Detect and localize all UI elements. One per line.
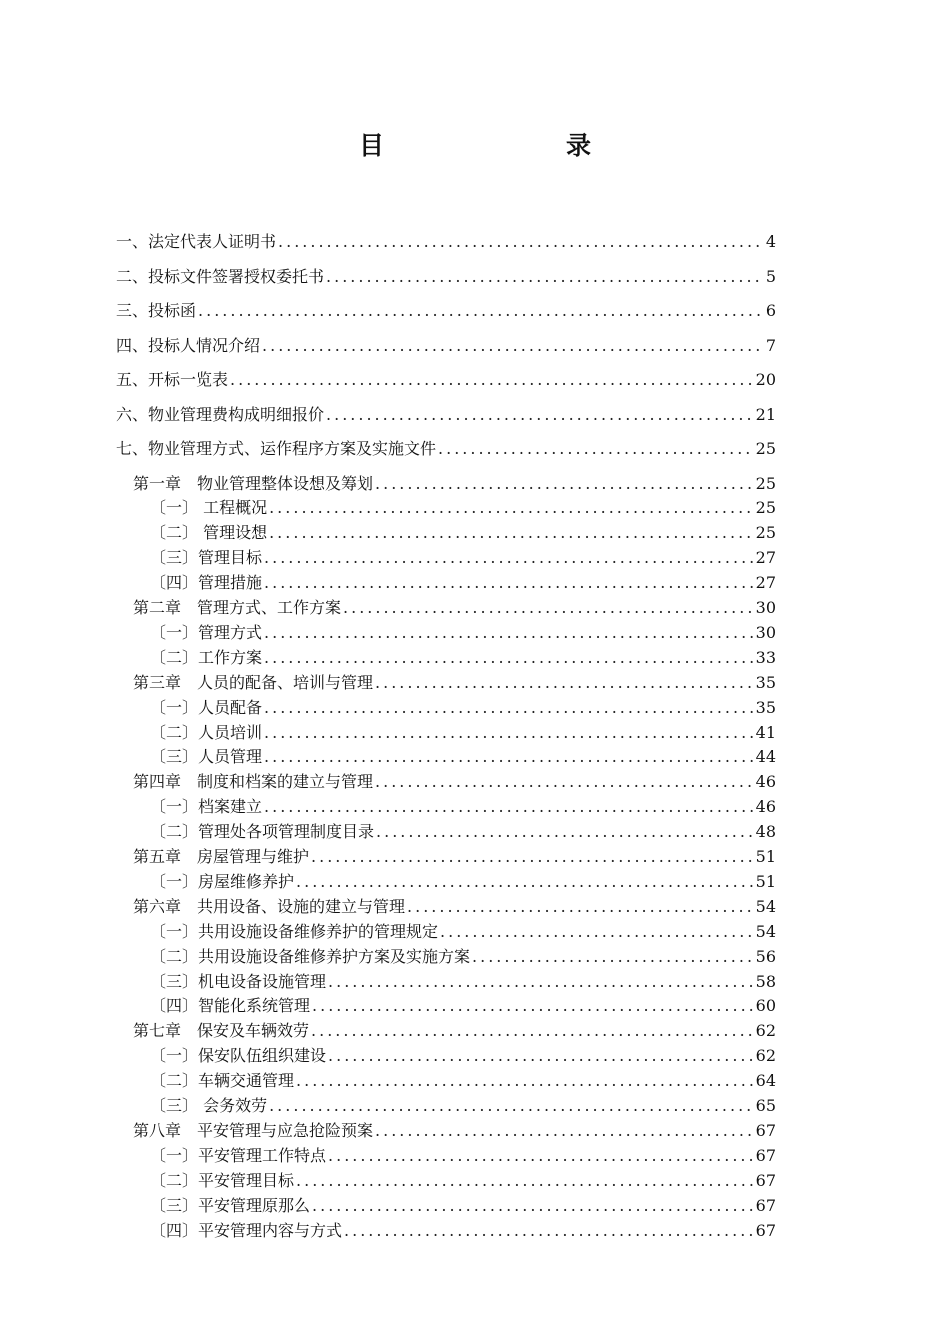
toc-dot-leader	[198, 299, 764, 323]
toc-dot-leader	[278, 230, 764, 254]
toc-page-number: 67	[755, 1220, 776, 1240]
toc-dot-leader	[344, 1219, 754, 1243]
toc-entry-label: 第五章 房屋管理与维护	[133, 847, 310, 866]
toc-dot-leader	[375, 472, 754, 496]
toc-subsection-entry[interactable]	[150, 945, 776, 969]
toc-entry-label: 一、法定代表人证明书	[116, 232, 277, 251]
toc-dot-leader	[264, 745, 754, 769]
toc-subsection-entry[interactable]	[150, 721, 776, 745]
toc-entry-label: 第一章 物业管理整体设想及筹划	[133, 473, 374, 493]
toc-dot-leader	[328, 970, 754, 994]
toc-subsection-entry[interactable]	[150, 1069, 776, 1093]
toc-dot-leader	[312, 994, 754, 1018]
toc-page-number: 41	[755, 722, 776, 742]
toc-entry-label: 〔一〕 工程概况	[150, 498, 268, 518]
toc-entry-label: 三、投标函	[116, 301, 197, 320]
toc-page-number: 67	[755, 1170, 776, 1190]
toc-subsection-entry[interactable]	[150, 646, 776, 670]
toc-entry-label: 第六章 共用设备、设施的建立与管理	[133, 896, 406, 916]
toc-subsection-entry[interactable]	[150, 621, 776, 645]
toc-page-number: 27	[755, 548, 776, 568]
toc-entry-label: 〔一〕档案建立	[150, 797, 263, 817]
toc-dot-leader	[375, 770, 754, 794]
toc-subsection-entry[interactable]	[150, 745, 776, 769]
toc-section-entry[interactable]	[116, 230, 776, 254]
toc-entry-label: 〔三〕管理目标	[150, 548, 263, 568]
toc-dot-leader	[375, 1119, 754, 1143]
toc-section-entry[interactable]	[116, 437, 776, 461]
toc-entry-label: 〔一〕房屋维修养护	[150, 871, 295, 891]
toc-dot-leader	[264, 646, 754, 670]
toc-page-number: 65	[755, 1096, 776, 1115]
toc-chapter-entry[interactable]	[133, 472, 776, 496]
toc-page-number: 35	[755, 697, 776, 717]
toc-dot-leader	[296, 1169, 754, 1193]
toc-subsection-entry[interactable]	[150, 1169, 776, 1193]
toc-page-number: 30	[755, 598, 776, 617]
toc-entry-label: 〔四〕智能化系统管理	[150, 996, 311, 1016]
toc-dot-leader	[438, 437, 754, 461]
toc-subsection-entry[interactable]	[150, 1094, 776, 1118]
toc-subsection-entry[interactable]	[150, 970, 776, 994]
toc-page-number: 25	[755, 498, 776, 518]
toc-subsection-entry[interactable]	[150, 546, 776, 570]
toc-subsection-entry[interactable]	[150, 1194, 776, 1218]
toc-subsection-entry[interactable]	[150, 496, 776, 520]
toc-entry-label: 〔二〕工作方案	[150, 647, 263, 667]
toc-page-number: 44	[755, 747, 776, 767]
toc-entry-label: 〔一〕管理方式	[150, 622, 263, 642]
toc-entry-label: 二、投标文件签署授权委托书	[116, 266, 325, 286]
toc-subsection-entry[interactable]	[150, 521, 776, 545]
toc-page-number: 48	[755, 822, 776, 842]
toc-entry-label: 〔三〕人员管理	[150, 747, 263, 767]
toc-dot-leader	[264, 621, 754, 645]
toc-page-number: 62	[755, 1046, 776, 1066]
toc-dot-leader	[269, 1094, 754, 1118]
toc-dot-leader	[440, 920, 754, 944]
toc-subsection-entry[interactable]	[150, 870, 776, 894]
toc-section-entry[interactable]	[116, 299, 776, 323]
toc-chapter-entry[interactable]	[133, 770, 776, 794]
toc-entry-label: 第二章 管理方式、工作方案	[133, 598, 342, 617]
toc-page-number: 6	[765, 301, 776, 320]
toc-dot-leader	[264, 721, 754, 745]
toc-page-number: 67	[755, 1195, 776, 1215]
toc-page-number: 5	[765, 266, 776, 286]
toc-dot-leader	[376, 820, 754, 844]
toc-dot-leader	[375, 671, 754, 695]
toc-dot-leader	[407, 895, 754, 919]
toc-chapter-entry[interactable]	[133, 1019, 776, 1043]
toc-dot-leader	[269, 496, 754, 520]
toc-chapter-entry[interactable]	[133, 845, 776, 869]
toc-entry-label: 〔一〕平安管理工作特点	[150, 1145, 327, 1165]
toc-subsection-entry[interactable]	[150, 696, 776, 720]
toc-section-entry[interactable]	[116, 403, 776, 427]
toc-entry-label: 〔二〕车辆交通管理	[150, 1071, 295, 1091]
toc-section-entry[interactable]	[116, 368, 776, 392]
toc-dot-leader	[312, 1194, 754, 1218]
toc-chapter-entry[interactable]	[133, 1119, 776, 1143]
toc-dot-leader	[343, 596, 754, 620]
toc-subsection-entry[interactable]	[150, 1219, 776, 1243]
toc-dot-leader	[326, 265, 764, 289]
toc-dot-leader	[262, 334, 764, 358]
toc-chapter-entry[interactable]	[133, 895, 776, 919]
toc-page-number: 67	[755, 1120, 776, 1140]
toc-page-number: 46	[755, 797, 776, 817]
toc-subsection-entry[interactable]	[150, 994, 776, 1018]
toc-page-number: 25	[755, 439, 776, 458]
toc-page-number: 33	[755, 647, 776, 667]
toc-entry-label: 〔一〕保安队伍组织建设	[150, 1046, 327, 1066]
toc-section-entry[interactable]	[116, 334, 776, 358]
toc-entry-label: 第四章 制度和档案的建立与管理	[133, 772, 374, 792]
toc-chapter-entry[interactable]	[133, 596, 776, 620]
toc-entry-label: 〔四〕管理措施	[150, 573, 263, 593]
toc-dot-leader	[264, 571, 754, 595]
toc-page-number: 51	[755, 871, 776, 891]
toc-page-number: 64	[755, 1071, 776, 1091]
toc-dot-leader	[328, 1144, 754, 1168]
toc-entry-label: 〔二〕平安管理目标	[150, 1170, 295, 1190]
toc-page-number: 46	[755, 772, 776, 792]
toc-page-number: 21	[755, 404, 776, 424]
toc-entry-label: 第七章 保安及车辆效劳	[133, 1021, 310, 1041]
toc-dot-leader	[472, 945, 754, 969]
toc-page-number: 56	[755, 946, 776, 966]
toc-dot-leader	[296, 870, 754, 894]
toc-page-number: 35	[755, 672, 776, 692]
toc-dot-leader	[311, 1019, 754, 1043]
toc-dot-leader	[230, 368, 754, 392]
toc-dot-leader	[264, 696, 754, 720]
toc-entry-label: 〔三〕机电设备设施管理	[150, 971, 327, 991]
toc-page-number: 62	[755, 1021, 776, 1041]
toc-page-number: 54	[755, 921, 776, 941]
toc-page-number: 60	[755, 996, 776, 1016]
toc-dot-leader	[328, 1044, 754, 1068]
toc-page-number: 58	[755, 971, 776, 991]
toc-entry-label: 第八章 平安管理与应急抢险预案	[133, 1120, 374, 1140]
page-title: 目 录	[358, 131, 635, 160]
toc-entry-label: 〔二〕 管理设想	[150, 523, 268, 543]
toc-entry-label: 四、投标人情况介绍	[116, 335, 261, 355]
toc-entry-label: 五、开标一览表	[116, 370, 229, 389]
toc-entry-label: 〔二〕人员培训	[150, 722, 263, 742]
toc-subsection-entry[interactable]	[150, 1044, 776, 1068]
toc-dot-leader	[269, 521, 754, 545]
toc-entry-label: 〔三〕平安管理原那么	[150, 1195, 311, 1215]
toc-entry-label: 六、物业管理费构成明细报价	[116, 404, 325, 424]
toc-subsection-entry[interactable]	[150, 920, 776, 944]
toc-entry-label: 〔三〕 会务效劳	[150, 1096, 268, 1115]
toc-dot-leader	[264, 546, 754, 570]
toc-page-number: 27	[755, 573, 776, 593]
toc-page-number: 67	[755, 1145, 776, 1165]
toc-dot-leader	[326, 403, 754, 427]
toc-dot-leader	[296, 1069, 754, 1093]
toc-subsection-entry[interactable]	[150, 820, 776, 844]
toc-chapter-entry[interactable]	[133, 671, 776, 695]
toc-dot-leader	[264, 795, 754, 819]
toc-entry-label: 〔二〕管理处各项管理制度目录	[150, 822, 375, 842]
toc-entry-label: 〔二〕共用设施设备维修养护方案及实施方案	[150, 946, 471, 966]
toc-entry-label: 〔一〕共用设施设备维修养护的管理规定	[150, 921, 439, 941]
toc-page-number: 20	[755, 370, 776, 389]
toc-page-number: 25	[755, 523, 776, 543]
toc-entry-label: 七、物业管理方式、运作程序方案及实施文件	[116, 439, 437, 458]
toc-entry-label: 〔四〕平安管理内容与方式	[150, 1220, 343, 1240]
toc-page-number: 30	[755, 622, 776, 642]
toc-section-entry[interactable]	[116, 265, 776, 289]
toc-subsection-entry[interactable]	[150, 571, 776, 595]
toc-page-number: 51	[755, 847, 776, 866]
toc-subsection-entry[interactable]	[150, 795, 776, 819]
toc-page-number: 7	[765, 335, 776, 355]
toc-entry-label: 〔一〕人员配备	[150, 697, 263, 717]
toc-dot-leader	[311, 845, 754, 869]
toc-page-number: 54	[755, 896, 776, 916]
toc-subsection-entry[interactable]	[150, 1144, 776, 1168]
toc-page-number: 25	[755, 473, 776, 493]
toc-page-number: 4	[765, 232, 776, 251]
toc-entry-label: 第三章 人员的配备、培训与管理	[133, 672, 374, 692]
